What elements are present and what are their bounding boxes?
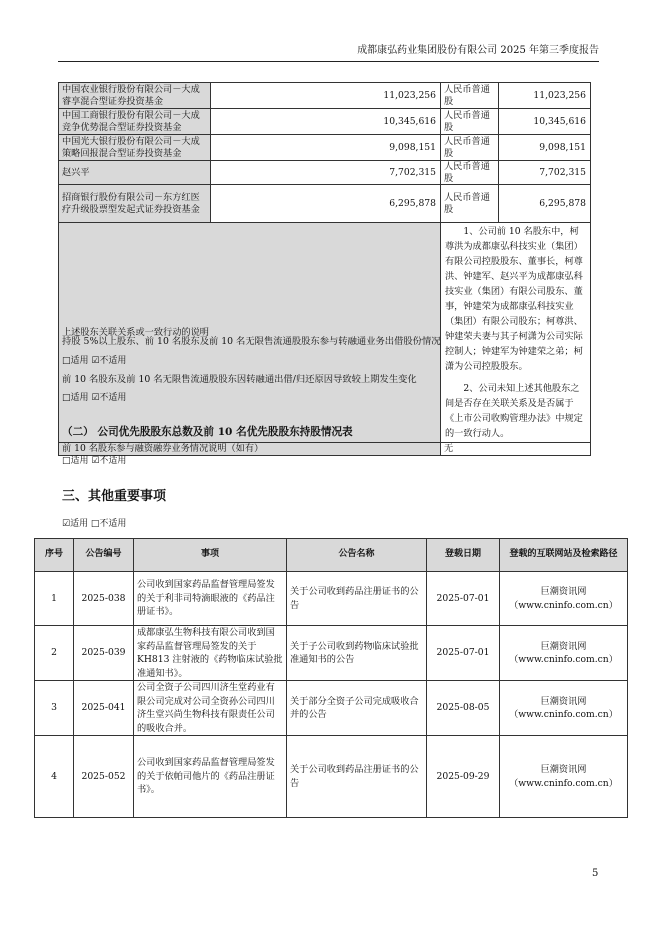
- event-item: 公司收到国家药品监督管理局签发的关于利非司特滴眼液的《药品注册证书》。: [134, 572, 287, 626]
- col-seq: 序号: [35, 539, 74, 572]
- page-number: 5: [592, 868, 599, 879]
- not-applicable-check: □适用 ☑不适用: [62, 456, 127, 466]
- relation-label: 上述股东关联关系或一致行动的说明: [59, 223, 441, 443]
- shareholder-name: 中国工商银行股份有限公司－大成竞争优势混合型证券投资基金: [59, 109, 211, 135]
- site-name: 巨潮资讯网: [540, 695, 587, 707]
- event-code: 2025-041: [74, 681, 134, 736]
- col-title: 公告名称: [287, 539, 427, 572]
- margin-label: 前 10 名股东参与融资融券业务情况说明（如有）: [59, 443, 441, 456]
- applicable-check: ☑适用 □不适用: [62, 519, 127, 529]
- shareholder-shares: 10,345,616: [211, 109, 441, 135]
- site-url: （www.cninfo.com.cn）: [509, 709, 618, 720]
- shareholder-shares: 7,702,315: [211, 161, 441, 185]
- site-url: （www.cninfo.com.cn）: [509, 599, 618, 611]
- table-row: [35, 626, 628, 681]
- event-title: 关于公司收到药品注册证书的公告: [287, 572, 427, 626]
- important-events-table: [34, 538, 628, 818]
- col-date: 登载日期: [427, 539, 500, 572]
- checkbox-status: [62, 391, 126, 405]
- event-seq: 2: [35, 626, 74, 681]
- event-item: 公司全资子公司四川济生堂药业有限公司完成对公司全资孙公司四川济生堂兴尚生物科技有限责任公司的吸收合并。: [134, 681, 287, 736]
- table-row: [35, 736, 628, 818]
- not-applicable-check: □适用 ☑不适用: [62, 393, 127, 403]
- event-code: 2025-038: [74, 572, 134, 626]
- relation-description: [441, 223, 591, 443]
- event-seq: 4: [35, 736, 74, 818]
- event-site: [500, 736, 628, 818]
- share-count: 11,023,256: [499, 83, 591, 109]
- table-row: [59, 83, 591, 109]
- shareholder-name: 赵兴平: [59, 161, 211, 185]
- checkbox-status: [62, 354, 126, 368]
- col-code: 公告编号: [74, 539, 134, 572]
- site-name: 巨潮资讯网: [540, 586, 587, 597]
- share-count: 10,345,616: [499, 109, 591, 135]
- shareholder-name: 中国农业银行股份有限公司－大成睿享混合型证券投资基金: [59, 83, 211, 109]
- event-code: 2025-039: [74, 626, 134, 681]
- event-seq: 3: [35, 681, 74, 736]
- relation-paragraph-2: 2、公司未知上述其他股东之间是否存在关联关系及是否属于《上市公司收购管理办法》中规定的一致行动人。: [445, 383, 583, 439]
- table-row: [35, 681, 628, 736]
- event-title: 关于部分全资子公司完成吸收合并的公告: [287, 681, 427, 736]
- event-item: 公司收到国家药品监督管理局签发的关于依帕司他片的《药品注册证书》。: [134, 736, 287, 818]
- event-date: 2025-07-01: [427, 626, 500, 681]
- event-site: [500, 626, 628, 681]
- page-header: [58, 44, 599, 62]
- event-title: 关于公司收到药品注册证书的公告: [287, 736, 427, 818]
- table-row: [35, 572, 628, 626]
- event-date: 2025-08-05: [427, 681, 500, 736]
- share-count: 6,295,878: [499, 185, 591, 223]
- section-3-title: 三、其他重要事项: [62, 489, 167, 504]
- shareholder-shares: 6,295,878: [211, 185, 441, 223]
- share-type: 人民币普通股: [441, 161, 499, 185]
- event-site: [500, 681, 628, 736]
- margin-value: 无: [441, 443, 591, 456]
- event-site: [500, 572, 628, 626]
- share-type: 人民币普通股: [441, 185, 499, 223]
- event-code: 2025-052: [74, 736, 134, 818]
- site-url: （www.cninfo.com.cn）: [509, 654, 618, 665]
- event-date: 2025-09-29: [427, 736, 500, 818]
- checkbox-status: [62, 517, 126, 531]
- event-title: 关于子公司收到药物临床试验批准通知书的公告: [287, 626, 427, 681]
- event-date: 2025-07-01: [427, 572, 500, 626]
- table-row: [59, 161, 591, 185]
- share-type: 人民币普通股: [441, 109, 499, 135]
- note-lending-change: 前 10 名股东及前 10 名无限售流通股股东因转融通出借/归还原因导致较上期发生变化: [62, 374, 417, 385]
- not-applicable-check: □适用 ☑不适用: [62, 356, 127, 366]
- table-row: [59, 135, 591, 161]
- col-item: 事项: [134, 539, 287, 572]
- col-site: 登载的互联网站及检索路径: [500, 539, 628, 572]
- share-count: 9,098,151: [499, 135, 591, 161]
- relation-paragraph-1: 1、公司前 10 名股东中，柯尊洪为成都康弘科技实业（集团）有限公司控股股东、董事长，柯尊洪、钟建军、赵兴平为成都康弘科技实业（集团）有限公司股东、董事，钟建荣为成都康弘科技实业（集团）有限公司股东；柯尊洪、钟建荣夫妻与其子柯潇为公司实际控制人；钟建军为钟建荣之弟；柯潇为公司控股股东。: [445, 226, 583, 372]
- table-header-row: [35, 539, 628, 572]
- shareholder-shares: 11,023,256: [211, 83, 441, 109]
- relation-row: [59, 223, 591, 443]
- table-row: [59, 185, 591, 223]
- share-count: 7,702,315: [499, 161, 591, 185]
- margin-row: [59, 443, 591, 456]
- shareholder-shares: 9,098,151: [211, 135, 441, 161]
- section-2-title: （二） 公司优先股股东总数及前 10 名优先股股东持股情况表: [62, 426, 353, 438]
- site-name: 巨潮资讯网: [540, 640, 587, 652]
- top-shareholders-table: [58, 82, 591, 456]
- note-securities-lending: 持股 5%以上股东、前 10 名股东及前 10 名无限售流通股股东参与转融通业务出借股份情况: [62, 336, 441, 347]
- shareholder-name: 中国光大银行股份有限公司－大成策略回报混合型证券投资基金: [59, 135, 211, 161]
- share-type: 人民币普通股: [441, 83, 499, 109]
- site-name: 巨潮资讯网: [540, 764, 587, 775]
- checkbox-status: [62, 454, 126, 468]
- header-text: 成都康弘药业集团股份有限公司 2025 年第三季度报告: [357, 45, 599, 56]
- event-seq: 1: [35, 572, 74, 626]
- table-row: [59, 109, 591, 135]
- shareholder-name: 招商银行股份有限公司－东方红医疗升级股票型发起式证券投资基金: [59, 185, 211, 223]
- event-item: 成都康弘生物科技有限公司收到国家药品监督管理局签发的关于 KH813 注射液的《药物临床试验批准通知书》。: [134, 626, 287, 681]
- site-url: （www.cninfo.com.cn）: [509, 777, 618, 789]
- share-type: 人民币普通股: [441, 135, 499, 161]
